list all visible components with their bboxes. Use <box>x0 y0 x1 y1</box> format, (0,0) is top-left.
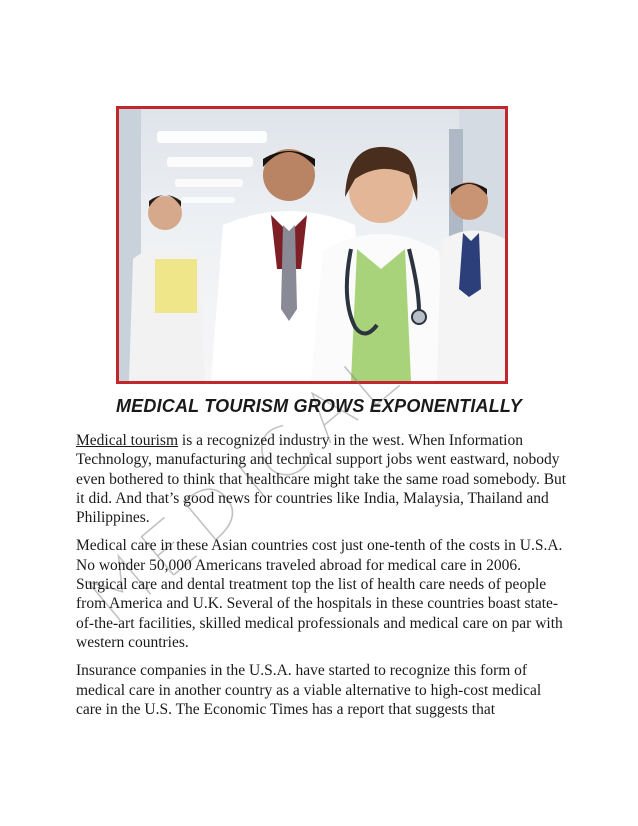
paragraph-1 <box>76 431 568 527</box>
article-body <box>76 431 568 728</box>
hero-photo <box>116 106 508 384</box>
doctors-illustration <box>119 109 505 381</box>
paragraph-3: Insurance companies in the U.S.A. have started to recognize this form of medical care in another country as a viable alternative to high-cost medical care in the U.S. The Economic Times has a report that suggests that <box>76 662 542 718</box>
article-headline: MEDICAL TOURISM GROWS EXPONENTIALLY <box>115 396 522 416</box>
paragraph-2: Medical care in these Asian countries cost just one-tenth of the costs in U.S.A. No wonder 50,000 Americans traveled abroad for medical care in 2006. Surgical care and dental treatment top the list of health care needs of people from America and U.K. Several of the hospitals in these countries boast state-of-the-art facilities, skilled medical professionals and medical care on par with western countries. <box>76 537 563 651</box>
paragraph-1-text: is a recognized industry in the west. When Information Technology, manufacturing and technical support jobs went eastward, nobody even bothered to think that healthcare might take the same road somebody. But it did. And that’s good news for countries like India, Malaysia, Thailand and Philippines. <box>76 432 567 527</box>
medical-tourism-link[interactable]: Medical tourism <box>76 432 179 449</box>
